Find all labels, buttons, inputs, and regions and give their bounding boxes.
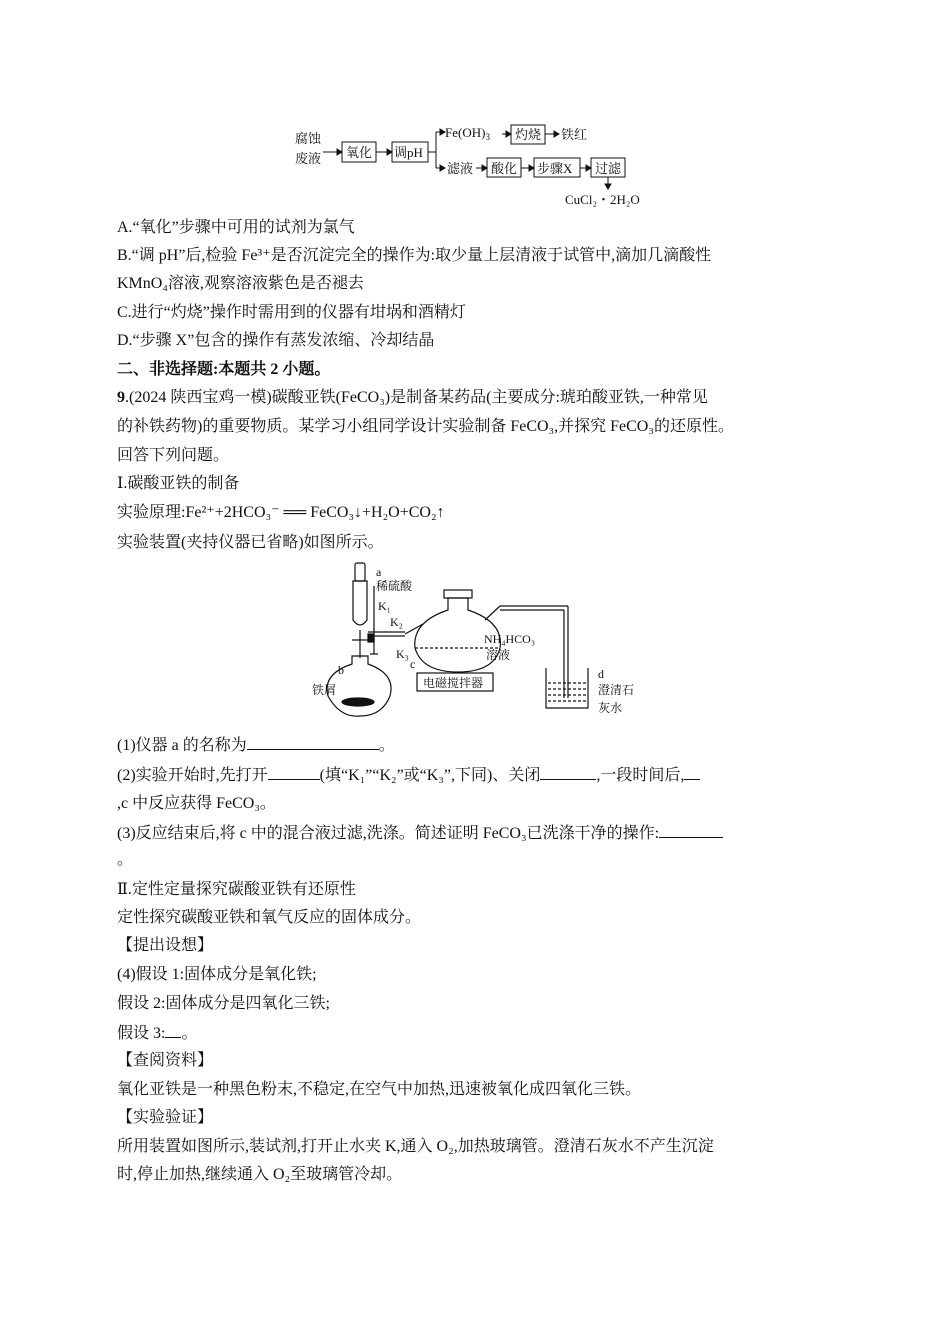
svg-text:Fe(OH)3 — [445, 125, 490, 142]
flow-filtrate: 滤液 — [447, 161, 474, 176]
q9-number: 9 — [117, 389, 125, 406]
label-d: d — [598, 667, 604, 681]
q9-line3: 回答下列问题。 — [117, 447, 230, 464]
q9-line1: 9.(2024 陕西宝鸡一模)碳酸亚铁(FeCO₃)是制备某药品(主要成分:琥珀酸亚铁,一种常见 — [117, 389, 708, 406]
sub-question-3: (3)反应结束后,将 c 中的混合液过滤,洗涤。简述证明 FeCO₃已洗涤干净的操作: — [117, 823, 837, 844]
hyp-3: 假设 3: 。 — [117, 1025, 198, 1042]
label-lime1: 澄清石 — [598, 683, 635, 697]
answer-blank-2a[interactable] — [268, 765, 320, 780]
hyp-title: 【提出设想】 — [117, 937, 214, 954]
part1-title: Ⅰ.碳酸亚铁的制备 — [117, 475, 240, 492]
flow-step-acid: 酸化 — [491, 161, 518, 176]
option-a: A.“氧化”步骤中可用的试剂为氯气 — [117, 219, 355, 236]
option-b-line2: KMnO₄溶液,观察溶液紫色是否褪去 — [117, 275, 364, 292]
flow-step-burn: 灼烧 — [515, 127, 542, 142]
process-flow-diagram — [290, 118, 670, 210]
label-k3: K₃ — [396, 647, 409, 661]
answer-blank-2b[interactable] — [540, 765, 596, 780]
section-heading: 二、非选择题:本题共 2 小题。 — [117, 361, 331, 378]
sub-question-3-end: 。 — [117, 851, 134, 868]
hyp-1: (4)假设 1:固体成分是氧化铁; — [117, 966, 317, 983]
hyp-2: 假设 2:固体成分是四氧化三铁; — [117, 995, 330, 1012]
answer-blank-1[interactable] — [247, 735, 379, 750]
label-nh4hco3: NH₄HCO₃ — [484, 632, 536, 646]
flow-product-red: 铁红 — [561, 127, 588, 142]
flow-product-cucl2: CuCl₂・2H₂O — [565, 192, 640, 207]
label-k2: K₂ — [390, 615, 403, 629]
verify-title: 【实验验证】 — [117, 1109, 214, 1126]
flow-step-x: 步骤X — [537, 161, 573, 176]
sub-question-2-line1: (2)实验开始时,先打开 (填“K₁”“K₂”或“K₃”,下同)、关闭 ,一段时间后, — [117, 765, 837, 786]
ref-text: 氧化亚铁是一种黑色粉末,不稳定,在空气中加热,迅速被氧化成四氧化三铁。 — [117, 1081, 642, 1098]
option-b-line1: B.“调 pH”后,检验 Fe³⁺是否沉淀完全的操作为:取少量上层清液于试管中,滴加几滴酸性 — [117, 247, 712, 264]
principle: 实验原理:Fe²⁺+2HCO₃⁻ ══ FeCO₃↓+H₂O+CO₂↑ — [117, 504, 445, 521]
label-c: c — [410, 657, 416, 671]
answer-blank-4[interactable] — [165, 1023, 181, 1038]
flow-step-filter: 过滤 — [595, 161, 622, 176]
label-iron: 铁屑 — [312, 683, 337, 697]
label-stirrer: 电磁搅拌器 — [423, 676, 484, 690]
flow-start-1: 腐蚀 — [295, 131, 322, 146]
part2-desc: 定性探究碳酸亚铁和氧气反应的固体成分。 — [117, 909, 422, 926]
q9-line2: 的补铁药物)的重要物质。某学习小组同学设计实验制备 FeCO₃,并探究 FeCO₃的还原性。 — [117, 418, 734, 435]
answer-blank-2c[interactable] — [684, 765, 700, 780]
label-k1: K₁ — [378, 599, 391, 613]
verify-line1: 所用装置如图所示,装试剂,打开止水夹 K,通入 O₂,加热玻璃管。澄清石灰水不产生沉淀 — [117, 1138, 714, 1155]
option-c: C.进行“灼烧”操作时需用到的仪器有坩埚和酒精灯 — [117, 304, 466, 321]
flow-feoh3-sub: 3 — [485, 132, 490, 142]
label-solution: 溶液 — [486, 648, 511, 662]
verify-line2: 时,停止加热,继续通入 O₂至玻璃管冷却。 — [117, 1166, 403, 1183]
flow-start-2: 废液 — [295, 151, 322, 166]
option-d: D.“步骤 X”包含的操作有蒸发浓缩、冷却结晶 — [117, 332, 435, 349]
apparatus-diagram — [300, 558, 680, 718]
label-lime2: 灰水 — [598, 701, 623, 715]
flow-feoh3: Fe(OH) — [445, 125, 486, 140]
ref-title: 【查阅资料】 — [117, 1052, 214, 1069]
sub-question-1: (1)仪器 a 的名称为 。 — [117, 737, 395, 754]
flow-step-ph: 调pH — [394, 145, 423, 160]
apparatus-text: 实验装置(夹持仪器已省略)如图所示。 — [117, 534, 384, 551]
sub-question-2-line2: ,c 中反应获得 FeCO₃。 — [117, 795, 276, 812]
part2-title: Ⅱ.定性定量探究碳酸亚铁有还原性 — [117, 881, 356, 898]
label-a: a — [376, 565, 382, 579]
answer-blank-3[interactable] — [659, 823, 723, 838]
flow-step-oxidize: 氧化 — [346, 145, 373, 160]
label-acid: 稀硫酸 — [376, 579, 413, 593]
label-b: b — [338, 663, 344, 677]
